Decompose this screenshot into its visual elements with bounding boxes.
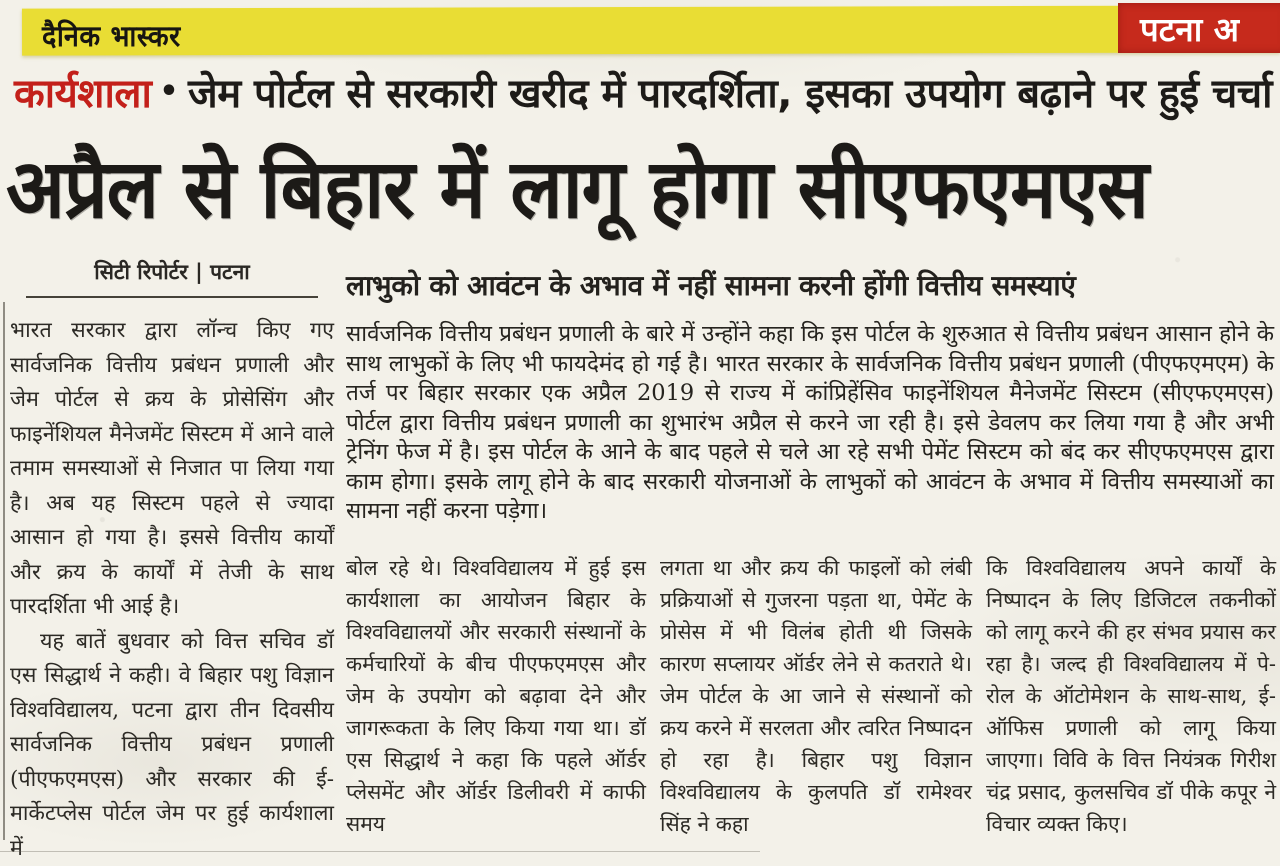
paragraph: लगता था और क्रय की फाइलों को लंबी प्रक्रियाओं से गुजरना पड़ता था, पेमेंट के प्रोसेस में भी विलंब होती थी जिसके कारण सप्लायर ऑर्डर लेने से कतराते थे। जेम पोर्टल के आ जाने से संस्थानों को क्रय करने में सरलता और त्वरित निष्पादन हो रहा है। बिहार पशु विज्ञान विश्वविद्यालय के कुलपति डॉ रामेश्वर सिंह ने कहा: [660, 556, 972, 836]
byline-rule: [26, 296, 318, 298]
byline: सिटी रिपोर्टर | पटना: [94, 260, 250, 284]
column-3: [660, 552, 972, 852]
column-2-body: [346, 552, 646, 840]
lead-paragraph: सार्वजनिक वित्तीय प्रबंधन प्रणाली के बारे में उन्होंने कहा कि इस पोर्टल के शुरुआत से वित्तीय प्रबंधन आसान होने के साथ लाभुकों के लिए भी फायदेमंद हो गई है। भारत सरकार के सार्वजनिक वित्तीय प्रबंधन प्रणाली (पीएफएमएम) के तर्ज पर बिहार सरकार एक अप्रैल 2019 से राज्य में कांप्रिहेंसिव फाइनेंशियल मैनेजमेंट सिस्टम (सीएफएमएस) पोर्टल द्वारा वित्तीय प्रबंधन प्रणाली का शुभारंभ अप्रैल से करने जा रही है। इसे डेवलप कर लिया गया है और अभी ट्रेनिंग फेज में है। इस पोर्टल के आने के बाद पहले से चले आ रहे सभी पेमेंट सिस्टम को बंद कर सीएफएमएस द्वारा काम होगा। इसके लागू होने के बाद सरकारी योजनाओं के लाभुकों को आवंटन के अभाव में वित्तीय समस्याओं का सामना नहीं करना पड़ेगा।: [346, 321, 1274, 524]
column-1: [10, 258, 334, 866]
column-4: [986, 552, 1276, 852]
kicker-line: [14, 64, 1274, 119]
column-4-body: [986, 552, 1276, 840]
newspaper-logo: दैनिक भास्कर: [42, 19, 181, 54]
paragraph: भारत सरकार द्वारा लॉन्च किए गए सार्वजनिक वित्तीय प्रबंधन प्रणाली और जेम पोर्टल से क्रय के प्रोसेसिंग और फाइनेंशियल मैनेजमेंट सिस्टम में आने वाले तमाम समस्याओं से निजात पा लिया गया है। अब यह सिस्टम पहले से ज्यादा आसान हो गया है। इससे वित्तीय कार्यों और क्रय के कार्यों में तेजी के साथ पारदर्शिता भी आई है।: [10, 318, 334, 619]
edition-label: पटना अ: [1140, 9, 1239, 49]
main-headline: अप्रैल से बिहार में लागू होगा सीएफएमएस: [6, 142, 1148, 238]
column-divider-rule: [3, 302, 5, 840]
column-1-body: [10, 314, 334, 866]
sub-headline: लाभुको को आवंटन के अभाव में नहीं सामना करनी होंगी वित्तीय समस्याएं: [346, 269, 1076, 302]
paragraph: यह बातें बुधवार को वित्त सचिव डॉ एस सिद्धार्थ ने कही। वे बिहार पशु विज्ञान विश्वविद्यालय, पटना द्वारा तीन दिवसीय सार्वजनिक वित्तीय प्रबंधन प्रणाली (पीएफएमएस) और सरकार की ई-मार्केटप्लेस पोर्टल जेम पर हुई कार्यशाला में: [10, 628, 334, 861]
column-2: [346, 552, 646, 852]
paragraph: कि विश्वविद्यालय अपने कार्यों के निष्पादन के लिए डिजिटल तकनीकों को लागू करने की हर संभव प्रयास कर रहा है। जल्द ही विश्वविद्यालय में पे-रोल के ऑटोमेशन के साथ-साथ, ई-ऑफिस प्रणाली को लागू किया जाएगा। विवि के वित्त नियंत्रक गिरीश चंद्र प्रसाद, कुलसचिव डॉ पीके कपूर ने विचार व्यक्त किए।: [986, 556, 1276, 836]
kicker-bullet-icon: •: [159, 74, 179, 109]
column-3-body: [660, 552, 972, 840]
kicker-text: जेम पोर्टल से सरकारी खरीद में पारदर्शिता, इसका उपयोग बढ़ाने पर हुई चर्चा: [188, 71, 1273, 117]
edition-badge: [1118, 3, 1280, 53]
masthead-banner: [22, 5, 1280, 55]
kicker-label: कार्यशाला: [14, 71, 152, 117]
bottom-fold-line: [0, 851, 760, 852]
paragraph: बोल रहे थे। विश्वविद्यालय में हुई इस कार्यशाला का आयोजन बिहार के विश्वविद्यालयों और सरकारी संस्थानों के कर्मचारियों के बीच पीएफएमएस और जेम के उपयोग को बढ़ावा देने और जागरूकता के लिए किया गया था। डॉ एस सिद्धार्थ ने कहा कि पहले ऑर्डर प्लेसमेंट और ऑर्डर डिलीवरी में काफी समय: [346, 556, 646, 836]
